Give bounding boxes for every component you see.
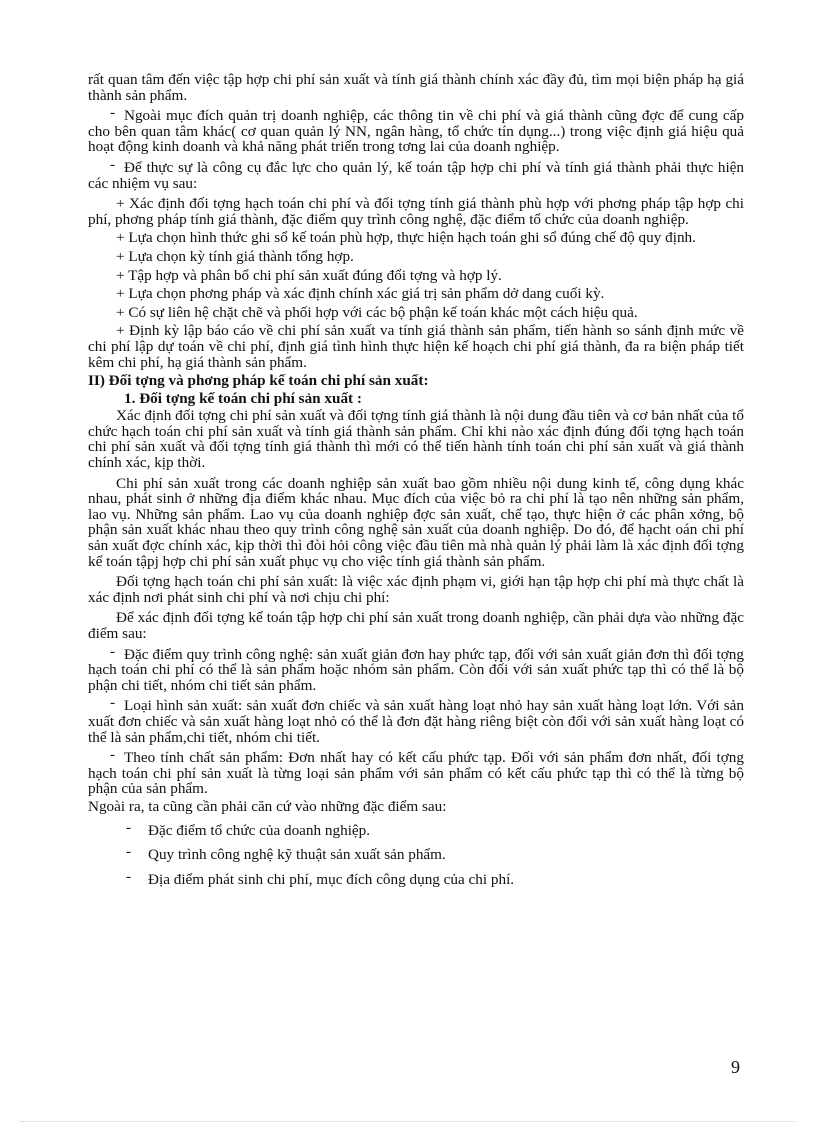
task-item: + Lựa chọn hình thức ghi sổ kế toán phù hợp, thực hiện hạch toán ghi sổ đúng chế độ quy định. <box>116 229 696 247</box>
bullet-paragraph: - Theo tính chất sản phẩm: Đơn nhất hay có kết cấu phức tạp. Đối với sản phẩm đơn nhất, đối tợng hạch toán chi phí sản xuất là từng loại sản phẩm với sản phẩm có kết cấu phức tạp thì có thể là từng bộ phận của sản phẩm. <box>88 746 744 798</box>
bullet-text: Theo tính chất sản phẩm: Đơn nhất hay có kết cấu phức tạp. Đối với sản phẩm đơn nhất, đối tợng hạch toán chi phí sản xuất là từng loại sản phẩm với sản phẩm có kết cấu phức tạp thì có thể là từng bộ phận của sản phẩm. <box>88 749 744 798</box>
bullet-paragraph: - Để thực sự là công cụ đắc lực cho quản lý, kế toán tập hợp chi phí và tính giá thành phải thực hiện các nhiệm vụ sau: <box>88 155 744 192</box>
body-paragraph: Xác định đối tợng chi phí sản xuất và đối tợng tính giá thành là nội dung đầu tiên và cơ bản nhất của tổ chức hạch toán chi phí sản xuất và tính giá thành sản phẩm. Chỉ khi nào xác định đúng đối tợng hạch toán chi phí sản xuất và đối tợng tính giá thành thì mới có thể tiến hành tính toán chi phí sản xuất và giá thành chính xác, kịp thời. <box>88 407 744 472</box>
dash-bullet-icon: - <box>126 867 132 885</box>
final-bullet-text: Quy trình công nghệ kỹ thuật sản xuất sản phẩm. <box>148 846 446 864</box>
paragraph-intro: rất quan tâm đến việc tập hợp chi phí sản xuất và tính giá thành chính xác đầy đủ, tìm mọi biện pháp hạ giá thành sản phẩm. <box>88 71 744 104</box>
final-bullet-text: Địa điểm phát sinh chi phí, mục đích công dụng của chi phí. <box>148 870 515 888</box>
section-heading: II) Đối tợng và phơng pháp kế toán chi phí sản xuất: <box>88 372 429 390</box>
body-paragraph: Để xác định đối tợng kế toán tập hợp chi phí sản xuất trong doanh nghiệp, cần phải dựa vào những đặc điểm sau: <box>88 609 744 642</box>
task-item: + Tập hợp và phân bổ chi phí sản xuất đúng đối tợng và hợp lý. <box>116 266 502 284</box>
subsection-heading: 1. Đối tợng kế toán chi phí sản xuất : <box>124 389 362 407</box>
task-item: + Có sự liên hệ chặt chẽ và phối hợp với các bộ phận kế toán khác một cách hiệu quả. <box>116 303 638 321</box>
final-bullet <box>88 843 744 864</box>
bullet-paragraph: - Ngoài mục đích quản trị doanh nghiệp, các thông tin về chi phí và giá thành cũng đợc để cung cấp cho bên quan tâm khác( cơ quan quản lý NN, ngân hàng, tổ chức tín dụng...) trong việc định giá hiệu quả hoạt động kinh doanh và khả năng phát triển trong tơng lai của doanh nghiệp. <box>88 104 744 156</box>
final-bullet <box>88 867 744 888</box>
bullet-text: Loại hình sản xuất: sản xuất đơn chiếc và sản xuất hàng loạt nhỏ hay sản xuất hàng loạt lớn. Với sản xuất đơn chiếc và sản xuất hàng loạt nhỏ có thể là đơn đặt hàng riêng biệt còn đối với sản xuất hàng loạt có thể là sản phẩm,chi tiết, nhóm chi tiết. <box>88 697 744 746</box>
dash-bullet-icon: - <box>126 818 132 836</box>
task-item: + Lựa chọn phơng pháp và xác định chính xác giá trị sản phẩm dở dang cuối kỳ. <box>116 285 605 303</box>
page-number: 9 <box>731 1057 740 1077</box>
task-item: + Định kỳ lập báo cáo về chi phí sản xuất va tính giá thành sản phẩm, tiến hành so sánh định mức về chi phí lập dự toán về chi phí, định giá tình hình thực hiện kế hoạch chi phí giá thành, đa ra biện pháp tiết kêm chi phí, hạ giá thành sản phẩm. <box>88 322 744 371</box>
closing-paragraph: Ngoài ra, ta cũng cần phải căn cứ vào những đặc điểm sau: <box>88 797 447 815</box>
bullet-text: Để thực sự là công cụ đắc lực cho quản lý, kế toán tập hợp chi phí và tính giá thành phải thực hiện các nhiệm vụ sau: <box>88 158 744 192</box>
body-paragraph: Đối tợng hạch toán chi phí sản xuất: là việc xác định phạm vi, giới hạn tập hợp chi phí mà thực chất là xác định nơi phát sinh chi phí và nơi chịu chi phí: <box>88 573 744 606</box>
task-item: + Xác định đối tợng hạch toán chi phí và đối tợng tính giá thành phù hợp với phơng pháp tập hợp chi phí, phơng pháp tính giá thành, đặc điểm quy trình công nghệ, đặc điểm tổ chức của doanh nghiệp. <box>88 195 744 228</box>
final-bullet <box>88 818 744 839</box>
document-page <box>88 72 744 896</box>
bullet-paragraph: - Đặc điểm quy trình công nghệ: sản xuất giản đơn hay phức tạp, đối với sản xuất giản đơn thì đối tợng hạch toán chi phí có thể là sản phẩm hoặc nhóm sản phẩm. Còn đối với sản xuất phức tạp thì có thể là bộ phận chi tiết, nhóm chi tiết sản phẩm. <box>88 642 744 694</box>
bullet-text: Đặc điểm quy trình công nghệ: sản xuất giản đơn hay phức tạp, đối với sản xuất giản đơn thì đối tợng hạch toán chi phí có thể là sản phẩm hoặc nhóm sản phẩm. Còn đối với sản xuất phức tạp thì có thể là bộ phận chi tiết, nhóm chi tiết sản phẩm. <box>88 645 744 694</box>
bullet-text: Ngoài mục đích quản trị doanh nghiệp, các thông tin về chi phí và giá thành cũng đợc để cung cấp cho bên quan tâm khác( cơ quan quản lý NN, ngân hàng, tổ chức tín dụng...) trong việc định giá hiệu quả hoạt động kinh doanh và khả năng phát triển trong tơng lai của doanh nghiệp. <box>88 107 744 156</box>
task-item: + Lựa chọn kỳ tính giá thành tổng hợp. <box>116 247 354 265</box>
bullet-paragraph: - Loại hình sản xuất: sản xuất đơn chiếc và sản xuất hàng loạt nhỏ hay sản xuất hàng loạt lớn. Với sản xuất đơn chiếc và sản xuất hàng loạt nhỏ có thể là đơn đặt hàng riêng biệt còn đối với sản xuất hàng loạt có thể là sản phẩm,chi tiết, nhóm chi tiết. <box>88 694 744 746</box>
dash-bullet-icon: - <box>126 843 132 861</box>
body-paragraph: Chi phí sản xuất trong các doanh nghiệp sản xuất bao gồm nhiều nội dung kinh tế, công dụng khác nhau, phát sinh ở những địa điểm khác nhau. Mục đích của việc bỏ ra chi phí là tạo nên những sản phẩm, lao vụ. Những sản phẩm. Lao vụ của doanh nghiệp đợc sản xuất, chế tạo, thực hiện ở các phân xởng, bộ phận sản xuất khác nhau theo quy trình công nghệ sản xuất của doanh nghiệp. Do đó, để hạcht oán chi phí sản xuất đợc chính xác, kịp thời thì đòi hỏi công việc đầu tiên mà nhà quản lý phải làm là xác định đối tợng kế toán tậpj hợp chi phí sản xuất phục vụ cho việc tính giá thành sản phẩm. <box>88 474 744 570</box>
final-bullet-text: Đặc điểm tổ chức của doanh nghiệp. <box>148 821 371 839</box>
bottom-divider <box>20 1121 796 1122</box>
